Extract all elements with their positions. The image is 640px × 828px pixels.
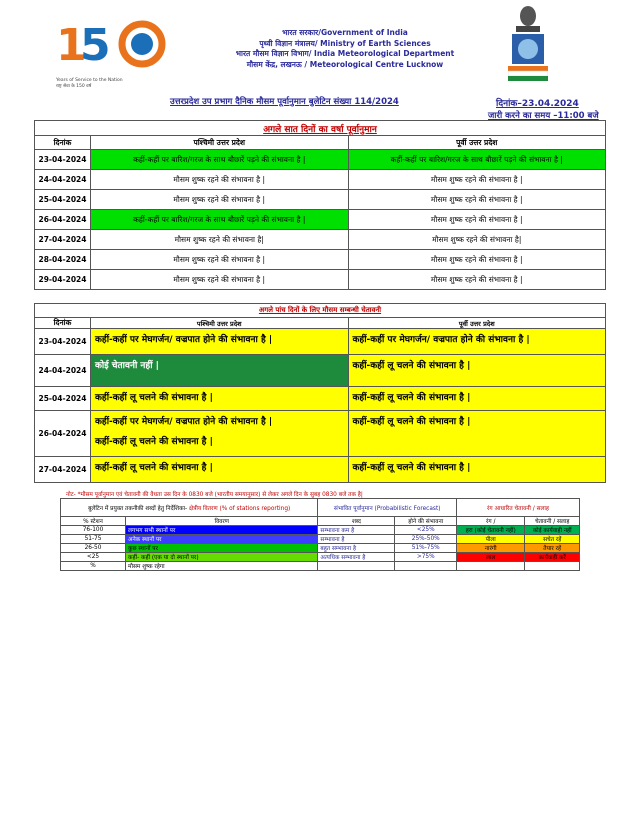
- weather-warning-table: [34, 303, 606, 483]
- warning-title: अगले पांच दिनों के लिए मौसम सम्बन्धी चेतावनी: [35, 304, 606, 318]
- forecast-east: मौसम शुष्क रहने की संभावना है |: [348, 270, 606, 290]
- forecast-date: 29-04-2024: [35, 270, 91, 290]
- legend-station: 26-50: [61, 544, 126, 553]
- svg-text:1: 1: [56, 20, 87, 71]
- forecast-date: 23-04-2024: [35, 150, 91, 170]
- table-row: [61, 544, 580, 553]
- warning-text: कहीं-कहीं लू चलने की संभावना है |: [352, 393, 471, 403]
- table-row: [61, 562, 580, 571]
- warning-text: कहीं-कहीं पर मेघगर्जन/ वज्रपात होने की संभावना है |: [95, 417, 273, 427]
- warning-text: कहीं-कहीं लू चलने की संभावना है |: [95, 463, 213, 473]
- legend-color-header: रंग आधारित चेतावनी / सलाह: [457, 499, 580, 517]
- warning-text: कहीं-कहीं लू चलने की संभावना है |: [95, 437, 213, 447]
- rainfall-forecast-table: [34, 120, 606, 290]
- forecast-east: मौसम शुष्क रहने की संभावना है |: [348, 170, 606, 190]
- legend-terms-label: बुलेटिन में प्रयुक्त तकनीकी शब्दों हेतु निर्देशिका-: [88, 505, 188, 512]
- table-row: [35, 329, 606, 355]
- table-row: [35, 387, 606, 411]
- forecast-west: कहीं-कहीं पर बारिश/गरज के साथ बौछारें पड़ने की संभावना है |: [91, 210, 349, 230]
- warning-west: [91, 329, 349, 355]
- legend-prob-header: संभावित पूर्वानुमान (Probabilistic Forecast): [318, 499, 457, 517]
- legend-desc: कुछ स्थानों पर: [126, 544, 318, 553]
- forecast-date: 26-04-2024: [35, 210, 91, 230]
- table-row: [35, 457, 606, 483]
- warning-west: [91, 411, 349, 457]
- legend-col-warning: चेतावनी / सलाह: [525, 517, 580, 526]
- legend-subheader-row: [61, 517, 580, 526]
- forecast-date: 28-04-2024: [35, 250, 91, 270]
- legend-station: 51-75: [61, 535, 126, 544]
- logo-tagline-hi: राष्ट्र सेवा के 150 वर्ष: [56, 83, 92, 89]
- col-east-header: पूर्वी उत्तर प्रदेश: [348, 136, 606, 150]
- warning-date: 24-04-2024: [35, 355, 91, 387]
- warning-text: कहीं-कहीं लू चलने की संभावना है |: [352, 361, 471, 371]
- legend-word: अत्यधिक सम्भावना है: [318, 553, 395, 562]
- table-row: [35, 411, 606, 457]
- warning-east: [348, 411, 606, 457]
- legend-chance: 51%-75%: [395, 544, 457, 553]
- legend-col-station: % स्टेशन: [61, 517, 126, 526]
- legend-chance: 25%-50%: [395, 535, 457, 544]
- warning-west: [91, 457, 349, 483]
- logo-tagline: [56, 78, 146, 89]
- legend-word: सम्भावना कम है: [318, 526, 395, 535]
- legend-desc: अनेक स्थानों पर: [126, 535, 318, 544]
- col-date-header: दिनांक: [35, 318, 91, 329]
- warning-text: कहीं-कहीं लू चलने की संभावना है |: [352, 417, 471, 427]
- table-row: [35, 230, 606, 250]
- warning-date: 26-04-2024: [35, 411, 91, 457]
- warning-header-row: [35, 318, 606, 329]
- legend-color: [457, 562, 525, 571]
- warning-text: कहीं-कहीं पर मेघगर्जन/ वज्रपात होने की संभावना है |: [352, 335, 530, 345]
- bulletin-date: दिनांक–23.04.2024: [496, 99, 579, 109]
- table-row: [61, 526, 580, 535]
- warning-east: [348, 387, 606, 411]
- org-line-centre: मौसम केंद्र, लखनऊ / Meteorological Centre Lucknow: [246, 59, 444, 69]
- legend-word: [318, 562, 395, 571]
- forecast-date: 24-04-2024: [35, 170, 91, 190]
- legend-word: बहुत सम्भावना है: [318, 544, 395, 553]
- legend-chance: <25%: [395, 526, 457, 535]
- warning-east: [348, 457, 606, 483]
- org-line-govt: भारत सरकार/Government of India: [282, 28, 408, 37]
- warning-east: [348, 329, 606, 355]
- legend-desc: लगभग सभी स्थानों पर: [126, 526, 318, 535]
- legend-color: हरा (कोई चेतावनी नहीं): [457, 526, 525, 535]
- table-row: [61, 553, 580, 562]
- forecast-date: 27-04-2024: [35, 230, 91, 250]
- logo-tagline-en: Years of Service to the Nation: [56, 78, 123, 83]
- table-row: [35, 270, 606, 290]
- legend-station: %: [61, 562, 126, 571]
- table-row: [35, 170, 606, 190]
- forecast-east: मौसम शुष्क रहने की संभावना है |: [348, 210, 606, 230]
- warning-text: कोई चेतावनी नहीं |: [95, 361, 159, 371]
- legend-terms-header: [61, 499, 318, 517]
- legend-warning: कार्यवाही करें: [525, 553, 580, 562]
- forecast-west: मौसम शुष्क रहने की संभावना है |: [91, 190, 349, 210]
- warning-east: [348, 355, 606, 387]
- validity-note: नोट- *मौसम पूर्वानुमान एवं चेतावनी की वैधता उस दिन के 0830 बजे (भारतीय समयानुसार) से लेकर अगले दिन के सुबह 0830 बजे तक है|: [66, 492, 363, 498]
- col-west-header: पश्चिमी उत्तर प्रदेश: [91, 136, 349, 150]
- emblem-icon: [508, 4, 548, 82]
- warning-title-row: [35, 304, 606, 318]
- svg-text:5: 5: [80, 20, 111, 71]
- legend-warning: कोई कार्यवाही नहीं: [525, 526, 580, 535]
- legend-col-word: शब्द: [318, 517, 395, 526]
- legend-col-chance: होने की संभावना: [395, 517, 457, 526]
- col-east-header: पूर्वी उत्तर प्रदेश: [348, 318, 606, 329]
- table-row: [35, 250, 606, 270]
- table-row: [35, 150, 606, 170]
- forecast-east: मौसम शुष्क रहने की संभावना है |: [348, 250, 606, 270]
- legend-color: पीला: [457, 535, 525, 544]
- warning-text: कहीं-कहीं लू चलने की संभावना है |: [95, 393, 213, 403]
- forecast-date: 25-04-2024: [35, 190, 91, 210]
- warning-text: कहीं-कहीं पर मेघगर्जन/ वज्रपात होने की संभावना है |: [95, 335, 273, 345]
- forecast-west: मौसम शुष्क रहने की संभावना है |: [91, 250, 349, 270]
- legend-warning: सचेत रहें: [525, 535, 580, 544]
- forecast-title: अगले सात दिनों का वर्षा पूर्वानुमान: [35, 121, 606, 136]
- forecast-east: मौसम शुष्क रहने की संभावना है |: [348, 190, 606, 210]
- table-row: [35, 355, 606, 387]
- imd-150-logo-icon: [54, 18, 174, 78]
- legend-warning: तैयार रहें: [525, 544, 580, 553]
- warning-date: 27-04-2024: [35, 457, 91, 483]
- org-line-imd: भारत मौसम विज्ञान विभाग/ India Meteorological Department: [235, 49, 455, 58]
- legend-desc: मौसम शुष्क रहेगा: [126, 562, 318, 571]
- legend-spatial-label: क्षेत्रीय वितरण (% of stations reporting): [188, 505, 291, 512]
- forecast-west: मौसम शुष्क रहने की संभावना है|: [91, 230, 349, 250]
- forecast-west: मौसम शुष्क रहने की संभावना है |: [91, 170, 349, 190]
- org-line-ministry: पृथ्वी विज्ञान मंत्रालय/ Ministry of Earth Sciences: [259, 38, 431, 48]
- table-row: [35, 210, 606, 230]
- bulletin-title: उत्तरप्रदेश उप प्रभाग दैनिक मौसम पूर्वानुमान बुलेटिन संख्या 114/2024: [170, 97, 399, 107]
- page-header: [0, 0, 640, 90]
- warning-west: [91, 355, 349, 387]
- forecast-west: कहीं-कहीं पर बारिश/गरज के साथ बौछारें पड़ने की संभावना है |: [91, 150, 349, 170]
- legend-warning: [525, 562, 580, 571]
- legend-chance: [395, 562, 457, 571]
- warning-date: 23-04-2024: [35, 329, 91, 355]
- legend-header-row: [61, 499, 580, 517]
- forecast-east: कहीं-कहीं पर बारिश/गरज के साथ बौछारें पड़ने की संभावना है |: [348, 150, 606, 170]
- forecast-west: मौसम शुष्क रहने की संभावना है |: [91, 270, 349, 290]
- warning-date: 25-04-2024: [35, 387, 91, 411]
- table-row: [61, 535, 580, 544]
- legend-chance: >75%: [395, 553, 457, 562]
- forecast-east: मौसम शुष्क रहने की संभावना है|: [348, 230, 606, 250]
- legend-table: [60, 498, 580, 571]
- col-west-header: पश्चिमी उत्तर प्रदेश: [91, 318, 349, 329]
- legend-station: <25: [61, 553, 126, 562]
- warning-west: [91, 387, 349, 411]
- legend-col-desc: विवरण: [126, 517, 318, 526]
- legend-color: लाल: [457, 553, 525, 562]
- table-row: [35, 190, 606, 210]
- legend-col-color: रंग /: [457, 517, 525, 526]
- col-date-header: दिनांक: [35, 136, 91, 150]
- organization-block: [200, 28, 490, 70]
- legend-word: सम्भावना है: [318, 535, 395, 544]
- forecast-header-row: [35, 136, 606, 150]
- legend-desc: कहीं- कहीं (एक या दो स्थानों पर): [126, 553, 318, 562]
- legend-color: नारंगी: [457, 544, 525, 553]
- legend-station: 76-100: [61, 526, 126, 535]
- issue-time: जारी करने का समय –11:00 बजे: [488, 111, 599, 121]
- warning-text: कहीं-कहीं लू चलने की संभावना है |: [352, 463, 471, 473]
- forecast-title-row: [35, 121, 606, 136]
